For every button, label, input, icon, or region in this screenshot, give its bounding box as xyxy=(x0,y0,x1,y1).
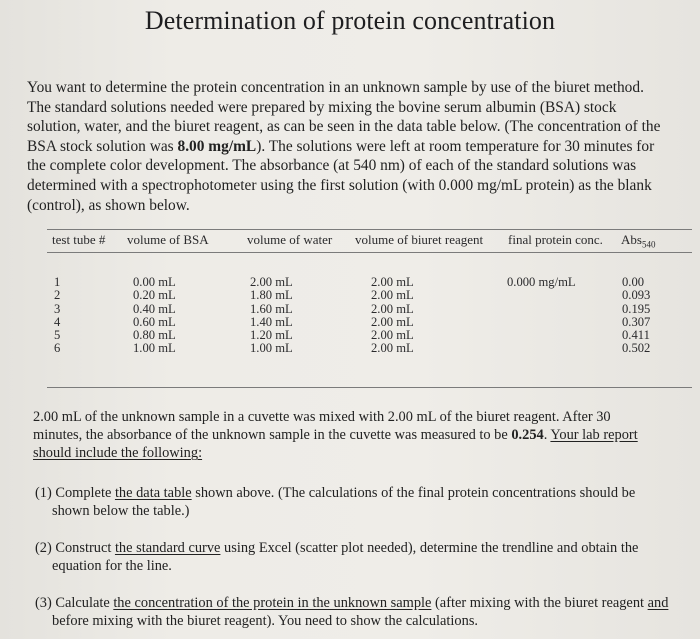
header-abs-label: Abs xyxy=(621,232,642,247)
table-header-rule xyxy=(47,252,692,253)
table-cell: 4 xyxy=(54,314,61,329)
table-cell: 0.00 mL xyxy=(133,275,176,289)
table-cell: 0.307 xyxy=(622,314,651,329)
task-item-3 xyxy=(35,594,672,630)
stock-concentration: 8.00 mg/mL xyxy=(177,137,257,155)
table-cell: 0.195 xyxy=(622,301,651,316)
table-cell: 1 xyxy=(54,275,61,289)
table-cell: 0.00 xyxy=(622,275,645,289)
task-3-underline-2: and xyxy=(647,595,669,611)
unknown-sample-paragraph xyxy=(33,408,653,463)
task-3-underline-1: the concentration of the protein in the unknown sample xyxy=(113,595,432,611)
table-cell: 0.093 xyxy=(622,288,651,303)
table-cell: 1.00 mL xyxy=(250,341,293,356)
task-3-rest: before mixing with the biuret reagent). You need to show the calculations. xyxy=(52,613,479,630)
task-2-text: (2) Construct xyxy=(35,540,115,556)
table-bottom-rule xyxy=(47,387,692,388)
table-cell xyxy=(507,342,576,355)
table-cell: 2.00 mL xyxy=(371,275,414,289)
table-cell: 1.60 mL xyxy=(250,301,293,316)
table-cell: 2.00 mL xyxy=(250,275,293,289)
table-cell: 2.00 mL xyxy=(371,301,414,316)
table-cell: 0.80 mL xyxy=(133,328,176,343)
table-cell: 2 xyxy=(54,288,61,303)
table-cell: 0.40 mL xyxy=(133,301,176,316)
table-cell: 5 xyxy=(54,328,61,343)
task-item-2 xyxy=(35,539,667,575)
table-cell: 2.00 mL xyxy=(371,314,414,329)
task-1-underline: the data table xyxy=(114,485,192,501)
unknown-after: . xyxy=(543,427,551,444)
task-2-rest: using Excel (scatter plot needed), determine the trendline and obtain the equation for the line. xyxy=(52,540,639,575)
header-test-tube: test tube # xyxy=(52,232,106,247)
task-item-1 xyxy=(35,484,667,520)
table-cell xyxy=(507,303,576,316)
table-cell xyxy=(507,329,576,342)
unknown-text: 2.00 mL of the unknown sample in a cuvette was mixed with 2.00 mL of the biuret reagent. After 30 minutes, the absorbance of the unknown sample in the cuvette was measured to be xyxy=(33,409,611,444)
table-cell: 1.80 mL xyxy=(250,288,293,303)
table-cell: 1.00 mL xyxy=(133,341,176,356)
header-abs-subscript: 540 xyxy=(641,239,656,250)
column-abs xyxy=(622,276,650,356)
table-cell: 2.00 mL xyxy=(371,328,414,343)
table-cell: 0.502 xyxy=(622,341,651,356)
table-cell: 0.000 mg/mL xyxy=(507,275,576,289)
table-cell: 2.00 mL xyxy=(371,341,414,356)
table-cell: 3 xyxy=(54,301,61,316)
table-cell xyxy=(507,289,576,302)
table-cell xyxy=(507,316,576,329)
column-final-conc xyxy=(507,276,576,356)
task-1-rest: shown above. (The calculations of the final protein concentrations should be shown below the table.) xyxy=(52,485,636,520)
intro-text-2: ). The solutions were left at room temperature for 30 minutes for the complete color development. The absorbance (at 540 nm) of each of the standard solutions was determined with a spectrophotometer using the first solution (with 0.000 mg/mL protein) as the blank (control), as shown below. xyxy=(27,137,655,214)
table-cell: 2.00 mL xyxy=(371,288,414,303)
column-biuret xyxy=(371,276,414,356)
table-top-rule xyxy=(47,229,692,230)
table-cell: 1.20 mL xyxy=(250,328,293,343)
header-volume-water: volume of water xyxy=(247,232,333,247)
table-cell: 6 xyxy=(54,341,61,356)
header-volume-biuret: volume of biuret reagent xyxy=(355,232,484,247)
table-cell: 1.40 mL xyxy=(250,314,293,329)
data-table xyxy=(47,223,692,395)
table-cell: 0.60 mL xyxy=(133,314,176,329)
page-title: Determination of protein concentration xyxy=(144,6,556,35)
intro-text-1: You want to determine the protein concentration in an unknown sample by use of the biuret method. The standard solutions needed were prepared by mixing the bovine serum albumin (BSA) stock solution, water, and the biuret reagent, as can be seen in the data table below. (The concentration of the BSA stock solution was xyxy=(27,79,661,155)
report-requirements: Your lab report should include the following: xyxy=(33,427,638,462)
intro-paragraph xyxy=(27,78,667,215)
task-1-text: (1) Complete xyxy=(35,485,115,501)
task-3-middle: (after mixing with the biuret reagent xyxy=(431,595,648,611)
header-volume-bsa: volume of BSA xyxy=(127,232,209,247)
column-bsa xyxy=(133,276,176,356)
task-3-text: (3) Calculate xyxy=(35,595,114,611)
header-final-conc: final protein conc. xyxy=(508,232,603,247)
table-cell: 0.20 mL xyxy=(133,288,176,303)
column-water xyxy=(250,276,293,356)
unknown-absorbance: 0.254 xyxy=(511,427,544,444)
column-tubes xyxy=(54,276,60,356)
table-cell: 0.411 xyxy=(622,328,650,343)
header-abs xyxy=(621,232,655,250)
task-2-underline: the standard curve xyxy=(114,540,221,556)
